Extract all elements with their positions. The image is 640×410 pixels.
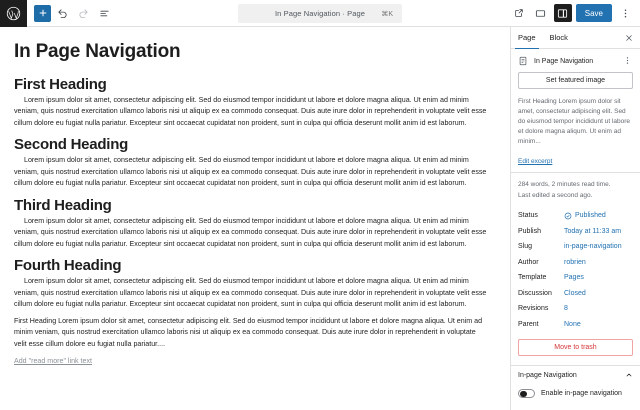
heading-block[interactable]: Second Heading (14, 136, 129, 154)
meta-label: Parent (518, 320, 539, 328)
meta-value[interactable]: in-page-navigation (564, 243, 622, 250)
meta-value[interactable]: Closed (564, 289, 586, 297)
document-title-text: In Page Navigation · Page (274, 9, 366, 18)
meta-label: Revisions (518, 305, 549, 312)
meta-label: Template (518, 274, 547, 281)
meta-value[interactable]: None (564, 320, 581, 328)
meta-value[interactable]: Pages (564, 274, 584, 281)
chevron-up-icon (625, 371, 633, 379)
set-featured-image-button[interactable]: Set featured image (518, 72, 633, 89)
document-overview-icon[interactable] (95, 4, 114, 23)
paragraph-block[interactable]: Lorem ipsum dolor sit amet, consectetur adipiscing elit. Sed do eiusmod tempor incididunt ut labore et dolore magna aliqua. Ut enim ad minim veniam, quis nostrud exercitation ullamco laboris nisi ut aliquip ex ea commodo consequat. Duis aute irure dolor in reprehenderit in voluptate velit esse cillum dolore eu fugiat nulla pariatur. Excepteur sint occaecat cupidatat non proident, sunt in culpa qui officia deserunt mollit anim id est laborum. (14, 216, 487, 248)
meta-label: Publish (518, 227, 541, 235)
heading-block[interactable]: First Heading (14, 76, 107, 93)
add-block-button[interactable] (34, 5, 51, 22)
panel-title: In-page Navigation (518, 371, 577, 379)
content-section (14, 136, 488, 189)
meta-row-discussion[interactable] (518, 285, 633, 301)
page-title[interactable]: In Page Navigation (14, 41, 181, 62)
meta-value[interactable]: Today at 11:33 am (564, 227, 622, 235)
check-circle-icon (564, 212, 572, 220)
document-card-title: In Page Navigation (534, 57, 594, 65)
wordpress-logo-icon[interactable] (0, 0, 27, 27)
excerpt-preview-block[interactable] (14, 316, 488, 350)
close-icon[interactable] (625, 27, 633, 48)
document-stats (511, 180, 640, 355)
meta-row-author[interactable] (518, 254, 633, 270)
undo-button[interactable] (53, 4, 72, 23)
content-section (14, 257, 488, 310)
post-meta-list (518, 208, 633, 332)
content-section (14, 76, 488, 129)
meta-label: Status (518, 212, 538, 219)
sidebar-summary (511, 72, 640, 172)
top-bar-right-tools (510, 0, 640, 26)
meta-label: Discussion (518, 289, 552, 297)
settings-sidebar (510, 27, 640, 410)
excerpt-text: First Heading Lorem ipsum dolor sit amet, consectetur adipiscing elit. Sed do eiusmod tempor incididunt ut labore et dolore magna aliqum. Ut enim ad minim... (518, 98, 631, 146)
add-read-more-link[interactable]: Add "read more" link text (14, 357, 92, 366)
ellipsis-vertical-icon[interactable] (616, 4, 634, 22)
editor-canvas[interactable] (0, 27, 510, 410)
top-bar-left-tools (27, 0, 114, 26)
device-preview-icon[interactable] (532, 4, 550, 22)
settings-sidebar-icon[interactable] (554, 4, 572, 22)
sidebar-tabs (511, 27, 640, 49)
page-icon (517, 55, 529, 67)
tab-block[interactable]: Block (549, 33, 568, 42)
save-button[interactable]: Save (576, 4, 612, 22)
meta-value[interactable] (564, 212, 606, 220)
sidebar-content (511, 49, 640, 410)
command-shortcut-hint: ⌘K (381, 10, 393, 18)
editor-body (0, 27, 640, 410)
editor-top-bar (0, 0, 640, 27)
status-badge: Published (575, 212, 606, 219)
redo-button[interactable] (74, 4, 93, 23)
enable-inpage-navigation-toggle[interactable] (518, 389, 535, 398)
tab-page[interactable]: Page (511, 27, 543, 48)
meta-row-status[interactable] (518, 208, 633, 224)
meta-row-template[interactable] (518, 270, 633, 286)
move-to-trash-button[interactable]: Move to trash (518, 339, 633, 356)
edit-excerpt-link[interactable]: Edit excerpt (518, 158, 553, 166)
meta-row-revisions[interactable] (518, 301, 633, 317)
ellipsis-vertical-icon[interactable] (623, 56, 634, 67)
content-section (14, 197, 488, 250)
last-edited-text: Last edited a second ago. (518, 192, 593, 200)
meta-value[interactable]: robrien (564, 258, 586, 266)
heading-block[interactable]: Third Heading (14, 196, 112, 214)
meta-row-publish[interactable] (518, 223, 633, 239)
meta-row-slug[interactable] (518, 239, 633, 255)
paragraph-block[interactable]: Lorem ipsum dolor sit amet, consectetur adipiscing elit. Sed do eiusmod tempor incididunt ut labore et dolore magna aliqua. Ut enim ad minim veniam, quis nostrud exercitation ullamco laboris nisi ut aliquip ex ea commodo consequat. Duis aute irure dolor in reprehenderit in voluptate velit esse cillum dolore eu fugiat nulla pariatur. Excepteur sint occaecat cupidatat non proident, sunt in culpa qui officia deserunt mollit anim id est laborum. (14, 96, 487, 127)
external-link-icon[interactable] (510, 4, 528, 22)
paragraph-block[interactable]: Lorem ipsum dolor sit amet, consectetur adipiscing elit. Sed do eiusmod tempor incididunt ut labore et dolore magna aliqua. Ut enim ad minim veniam, quis nostrud exercitation ullamco laboris nisi ut aliquip ex ea commodo consequat. Duis aute irure dolor in reprehenderit in voluptate velit esse cillum dolore eu fugiat nulla pariatur. Excepteur sint occaecat cupidatat non proident, sunt in culpa qui officia deserunt mollit anim id est laborum. (14, 156, 487, 188)
inpage-navigation-panel-header[interactable] (511, 366, 640, 385)
paragraph-block[interactable]: Lorem ipsum dolor sit amet, consectetur adipiscing elit. Sed do eiusmod tempor incididunt ut labore et dolore magna aliqua. Ut enim ad minim veniam, quis nostrud exercitation ullamco laboris nisi ut aliquip ex ea commodo consequat. Duis aute irure dolor in reprehenderit in voluptate velit esse cillum dolore eu fugiat nulla pariatur. Excepteur sint occaecat cupidatat non proident, sunt in culpa qui officia deserunt mollit anim id est laborum. (14, 277, 487, 309)
document-card[interactable] (511, 49, 640, 72)
word-count-text: 284 words, 2 minutes read time. (518, 181, 611, 189)
enable-inpage-navigation-row[interactable] (511, 385, 640, 398)
meta-label: Slug (518, 243, 533, 250)
excerpt-preview-text: First Heading Lorem ipsum dolor sit amet, consectetur adipiscing elit. Sed do eiusmod tempor incididunt ut labore et dolore magna aliqua. Ut enim ad minim veniam, quis nostrud exercitation ullamco laboris nisi ut aliquip ex ea commodo consequat. Duis aute irure dolor in reprehenderit in voluptate velit esse cillum dolore eu fugiat nulla pariatur.... (14, 316, 483, 348)
divider (511, 172, 640, 173)
heading-block[interactable]: Fourth Heading (14, 257, 122, 275)
document-title-bar[interactable] (238, 4, 402, 23)
toggle-label: Enable in-page navigation (541, 389, 622, 397)
meta-label: Author (518, 258, 539, 266)
meta-row-parent[interactable] (518, 316, 633, 332)
toggle-knob (520, 391, 527, 398)
meta-value[interactable]: 8 (564, 305, 568, 312)
